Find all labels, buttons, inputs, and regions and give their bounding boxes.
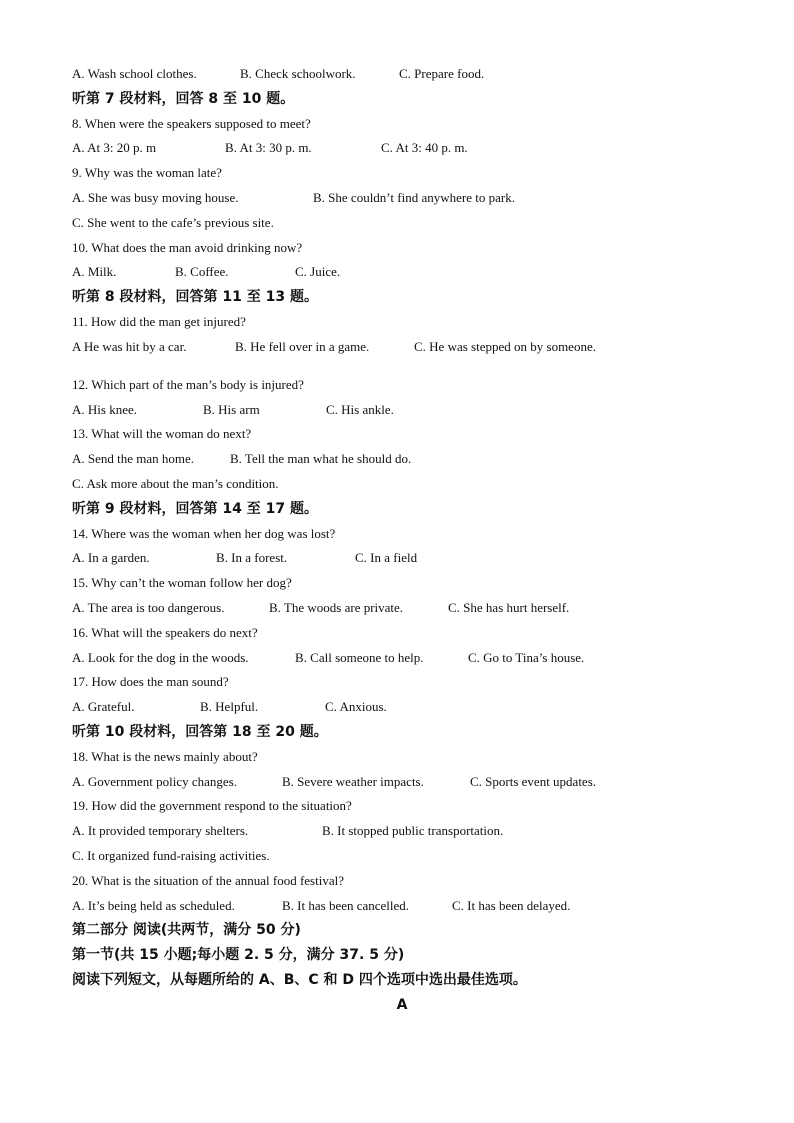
answer-option: B. Call someone to help. [295,649,424,665]
answer-option: A. The area is too dangerous. [72,599,225,615]
answer-options [72,335,732,373]
answer-option: C. Go to Tina’s house. [468,649,585,665]
answer-option: C. It has been delayed. [452,897,571,913]
question-text: 10. What does the man avoid drinking now? [72,239,303,255]
section-heading: 听第 8 段材料，回答第 11 至 13 题。 [72,289,318,306]
question-text: 20. What is the situation of the annual food festival? [72,872,344,888]
answer-option: A. Look for the dog in the woods. [72,649,249,665]
section-heading: 听第 9 段材料，回答第 14 至 17 题。 [72,500,318,517]
passage-label: A [396,996,408,1013]
answer-option: A. In a garden. [72,550,150,566]
section-heading: 阅读下列短文，从每题所给的 A、B、C 和 D 四个选项中选出最佳选项。 [72,971,527,988]
answer-option: B. It stopped public transportation. [322,823,504,839]
answer-option: C. Anxious. [325,699,387,715]
question-text: 11. How did the man get injured? [72,313,246,329]
answer-options [72,770,732,795]
answer-options [72,844,732,869]
answer-options [72,596,732,621]
question-text: 12. Which part of the man’s body is injured? [72,376,304,392]
answer-option: C. Juice. [295,264,341,280]
section-heading: 第一节(共 15 小题;每小题 2. 5 分，满分 37. 5 分) [72,947,405,964]
answer-option: B. The woods are private. [269,599,404,615]
answer-options [72,546,732,571]
answer-option: C. She has hurt herself. [448,599,570,615]
answer-option: A. Grateful. [72,699,135,715]
answer-option: A. At 3: 20 p. m [72,140,157,156]
question-text: 17. How does the man sound? [72,674,229,690]
answer-options [72,211,732,236]
question-text: 9. Why was the woman late? [72,165,222,181]
answer-option: C. Ask more about the man’s condition. [72,475,279,491]
answer-option: C. At 3: 40 p. m. [381,140,468,156]
answer-options [72,819,732,844]
answer-options [72,136,732,161]
answer-option: A. Government policy changes. [72,773,237,789]
section-heading: 听第 7 段材料，回答 8 至 10 题。 [72,90,295,107]
answer-options [72,646,732,671]
answer-option: B. In a forest. [216,550,288,566]
answer-option: A. His knee. [72,401,137,417]
answer-option: C. She went to the cafe’s previous site. [72,214,274,230]
answer-option: B. He fell over in a game. [235,338,370,354]
answer-options [72,472,732,497]
answer-option: B. Check schoolwork. [240,66,356,81]
document-page [72,62,732,1017]
answer-options [72,894,732,919]
answer-option: C. Prepare food. [399,66,485,81]
answer-option: B. Helpful. [200,699,259,715]
answer-option: B. Tell the man what he should do. [230,451,412,467]
section-heading: 听第 10 段材料，回答第 18 至 20 题。 [72,723,328,740]
answer-options [72,695,732,720]
answer-option: B. His arm [203,401,260,417]
answer-option: C. His ankle. [326,401,394,417]
answer-option: C. In a field [355,550,418,566]
answer-option: A. Wash school clothes. [72,66,197,81]
question-text: 19. How did the government respond to the situation? [72,798,352,814]
answer-options [72,398,732,423]
answer-option: A. Milk. [72,264,117,280]
answer-option: A. Send the man home. [72,451,195,467]
question-text: 18. What is the news mainly about? [72,748,258,764]
answer-option: B. Severe weather impacts. [282,773,424,789]
answer-option: A. She was busy moving house. [72,189,239,205]
answer-options [72,186,732,211]
answer-option: B. She couldn’t find anywhere to park. [313,189,515,205]
answer-options [72,260,732,285]
question-text: 13. What will the woman do next? [72,426,252,442]
answer-options [72,447,732,472]
answer-option: C. Sports event updates. [470,773,597,789]
answer-option: B. It has been cancelled. [282,897,410,913]
answer-option: A. It’s being held as scheduled. [72,897,235,913]
answer-option: B. At 3: 30 p. m. [225,140,312,156]
answer-option: C. It organized fund-raising activities. [72,847,270,863]
question-text: 15. Why can’t the woman follow her dog? [72,575,292,591]
answer-option: A. It provided temporary shelters. [72,823,249,839]
answer-option: A He was hit by a car. [72,338,187,354]
question-text: 16. What will the speakers do next? [72,624,258,640]
section-heading: 第二部分 阅读(共两节，满分 50 分) [72,922,301,939]
question-text: 14. Where was the woman when her dog was lost? [72,525,336,541]
question-text: 8. When were the speakers supposed to meet? [72,115,311,131]
answer-options [72,62,732,87]
answer-option: C. He was stepped on by someone. [414,338,596,354]
answer-option: B. Coffee. [175,264,229,280]
